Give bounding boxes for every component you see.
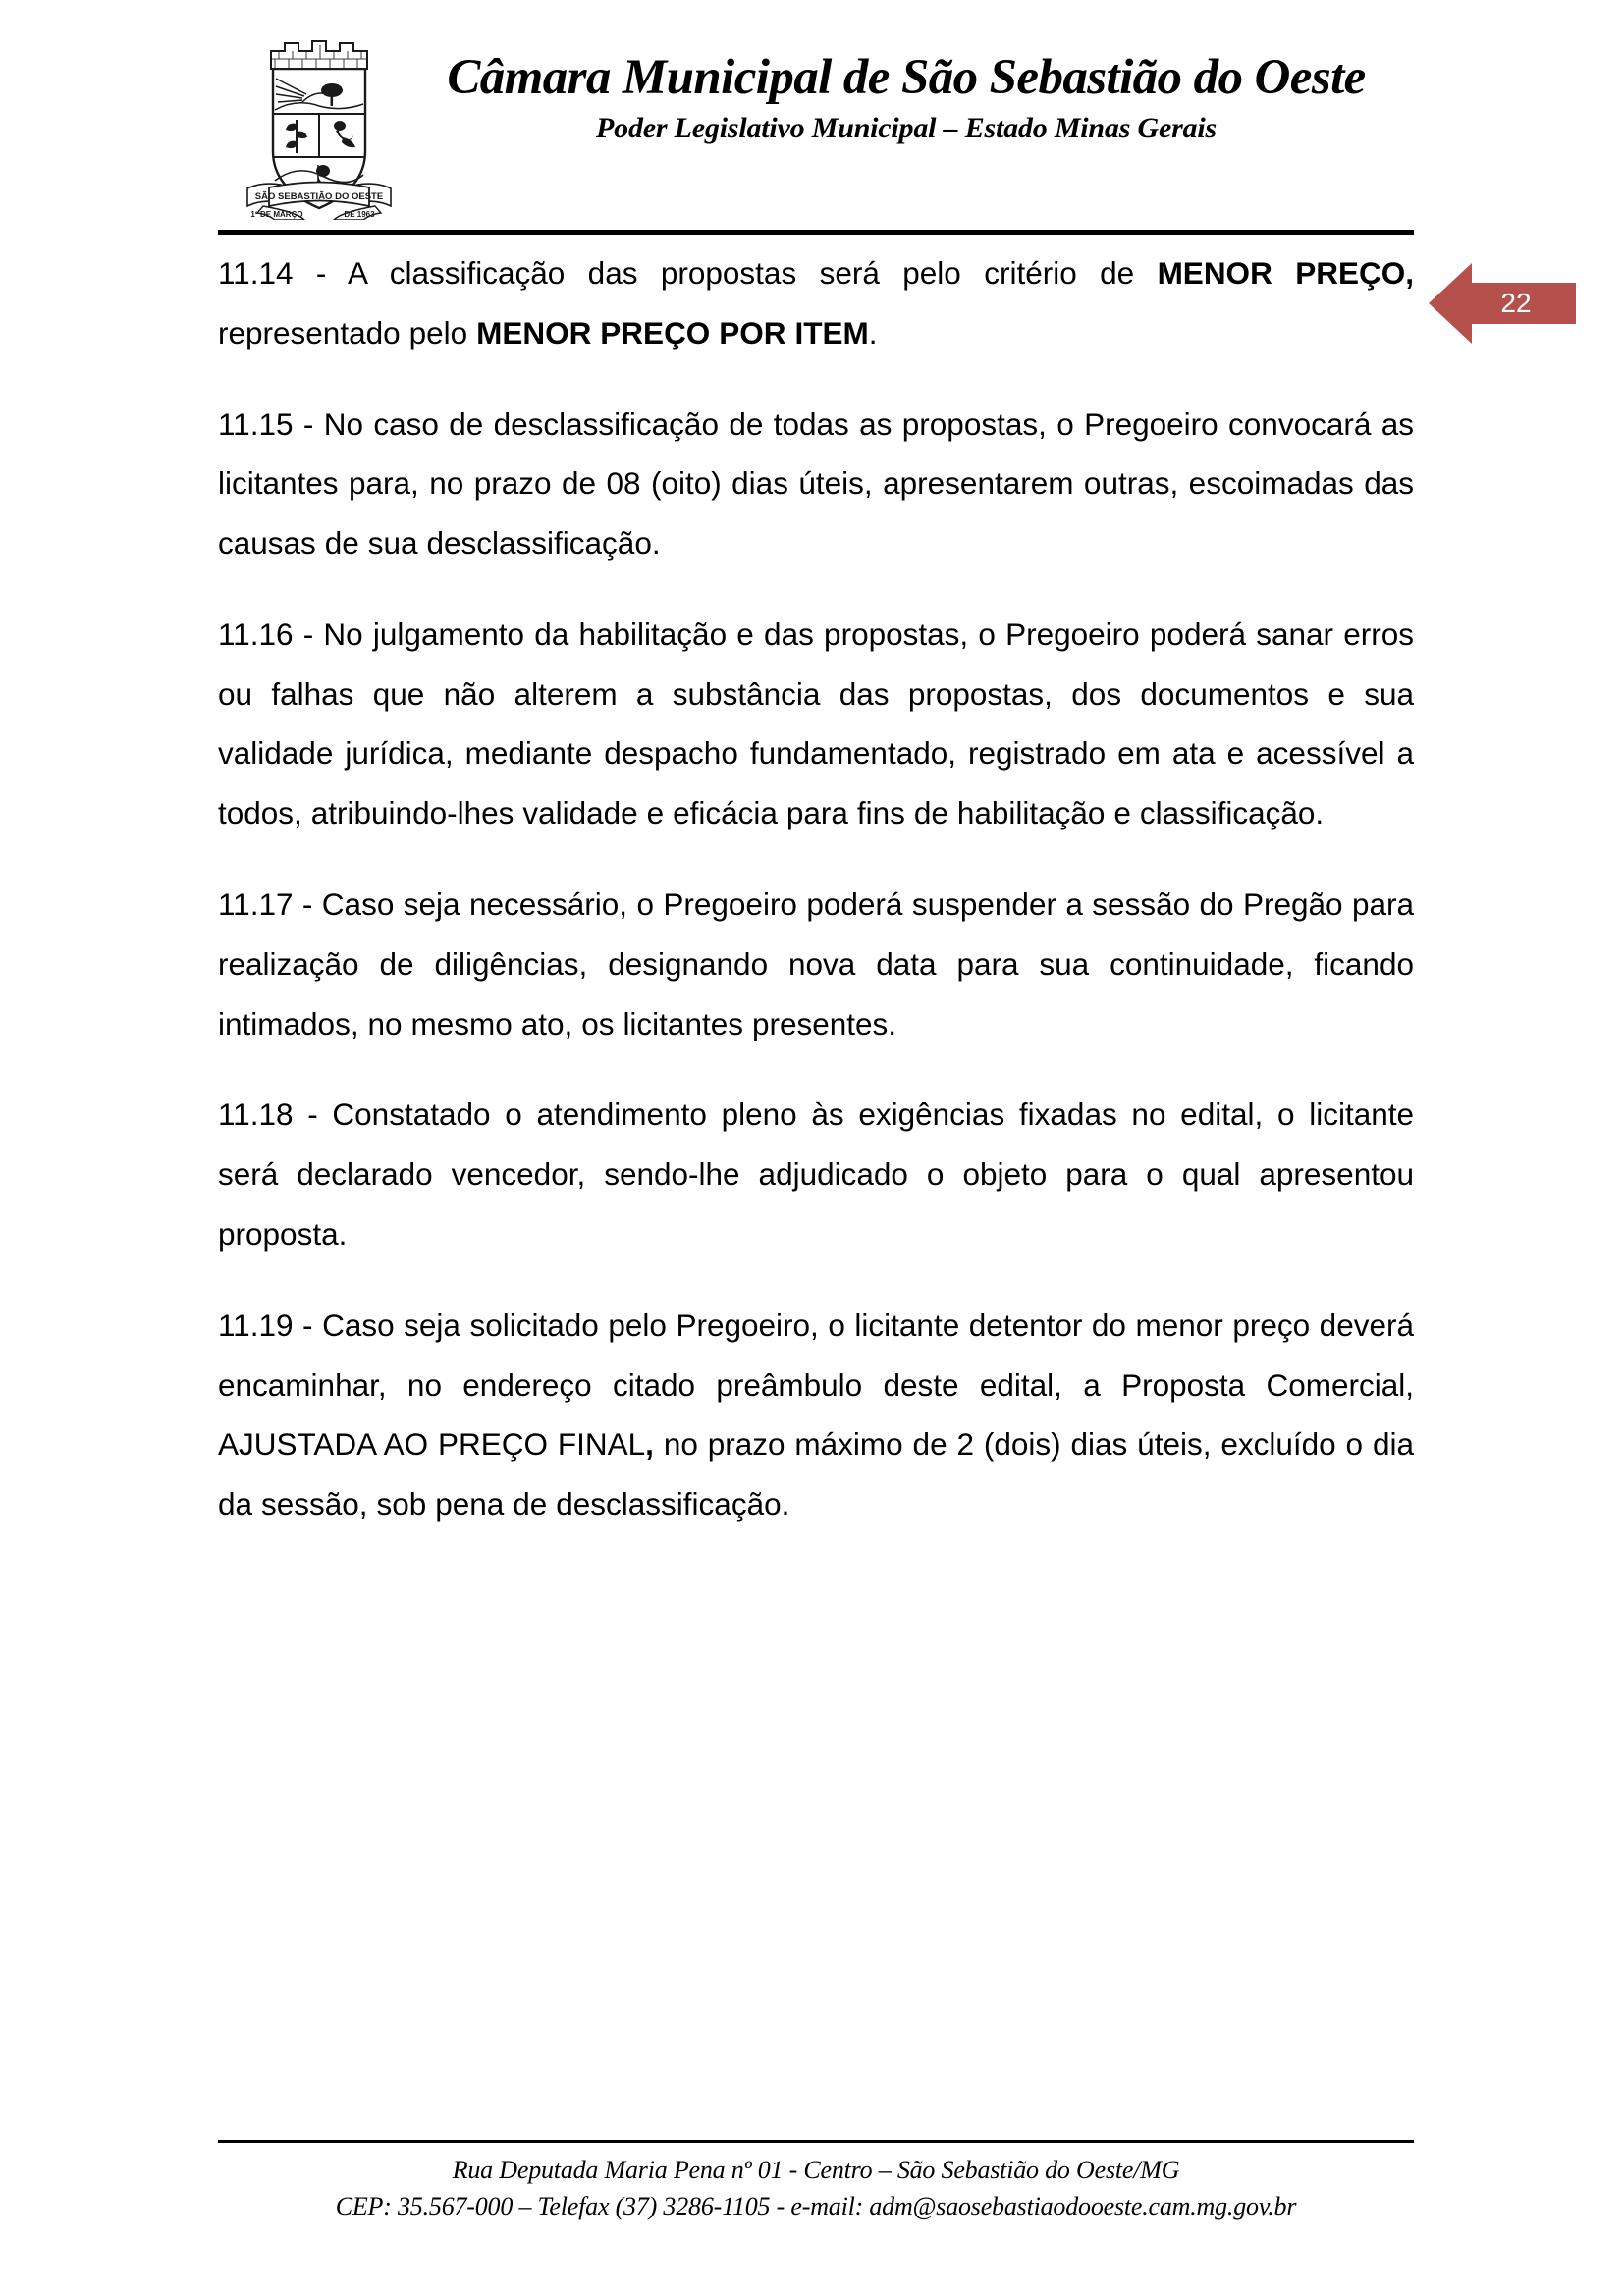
footer-divider	[218, 2140, 1414, 2143]
paragraph-11-18	[218, 1085, 1414, 1263]
page-footer	[218, 2140, 1414, 2225]
header-titles	[410, 51, 1402, 147]
paragraph-11-14	[218, 243, 1414, 363]
paragraph-11-17	[218, 875, 1414, 1053]
run-text: 11.16 - No julgamento da habilitação e das propostas, o Pregoeiro poderá sanar erros ou falhas que não alterem a substância das propostas, dos documentos e sua validade jurídica, mediante despacho fundamentado, registrado em ata e acessível a todos, atribuindo-lhes validade e eficácia para fins de habilitação e classificação.	[218, 615, 1414, 831]
page-header	[218, 33, 1414, 220]
left-arrow-icon	[1429, 263, 1576, 344]
crest-banner-right-text: DE 1963	[344, 210, 375, 219]
paragraph-11-19	[218, 1296, 1414, 1534]
crest-banner-top-text: SÃO SEBASTIÃO DO OESTE	[254, 191, 384, 202]
run-text-bold: MENOR PREÇO POR ITEM	[476, 314, 869, 350]
run-text: 11.18 - Constatado o atendimento pleno às exigências fixadas no edital, o licitante será declarado vencedor, sendo-lhe adjudicado o objeto para o qual apresentou proposta.	[218, 1096, 1414, 1252]
page-number-arrow-marker	[1429, 263, 1576, 344]
run-text: representado pelo	[218, 314, 477, 350]
footer-address-line: Rua Deputada Maria Pena nº 01 - Centro – São Sebastião do Oeste/MG	[452, 2156, 1180, 2184]
coat-of-arms-icon	[245, 33, 393, 220]
document-body	[218, 243, 1414, 1534]
footer-contact-line: CEP: 35.567-000 – Telefax (37) 3286-1105 - e-mail: adm@saosebastiaodooeste.cam.mg.gov.br	[335, 2191, 1297, 2220]
run-text: no prazo máximo de 2 (dois) dias úteis, excluído o dia da sessão, sob pena de desclassificação.	[218, 1426, 1414, 1522]
run-text: 11.17 - Caso seja necessário, o Pregoeiro poderá suspender a sessão do Pregão para realização de diligências, designando nova data para sua continuidade, ficando intimados, no mesmo ato, os licitantes presentes.	[218, 886, 1414, 1041]
run-text: 11.15 - No caso de desclassificação de todas as propostas, o Pregoeiro convocará as licitantes para, no prazo de 08 (oito) dias úteis, apresentarem outras, escoimadas das causas de sua desclassificação.	[218, 405, 1414, 561]
page-number-label: 22	[1500, 288, 1532, 318]
run-text-bold: ,	[645, 1426, 654, 1463]
header-divider	[218, 230, 1414, 235]
organization-title: Câmara Municipal de São Sebastião do Oeste	[447, 50, 1366, 105]
run-text: .	[868, 314, 878, 350]
paragraph-11-15	[218, 395, 1414, 573]
crest-banner-left-text: 1º DE MARÇO	[250, 210, 303, 219]
organization-subtitle: Poder Legislativo Municipal – Estado Minas Gerais	[596, 112, 1217, 145]
run-text: 11.19 - Caso seja solicitado pelo Pregoeiro, o licitante detentor do menor preço deverá encaminhar, no endereço citado preâmbulo deste edital, a Proposta Comercial, AJUSTADA AO PREÇO FINAL	[218, 1307, 1414, 1463]
paragraph-11-16	[218, 605, 1414, 843]
run-text: 11.14 - A classificação das propostas será pelo critério de	[218, 255, 1158, 291]
run-text-bold: MENOR PREÇO,	[1157, 255, 1414, 291]
